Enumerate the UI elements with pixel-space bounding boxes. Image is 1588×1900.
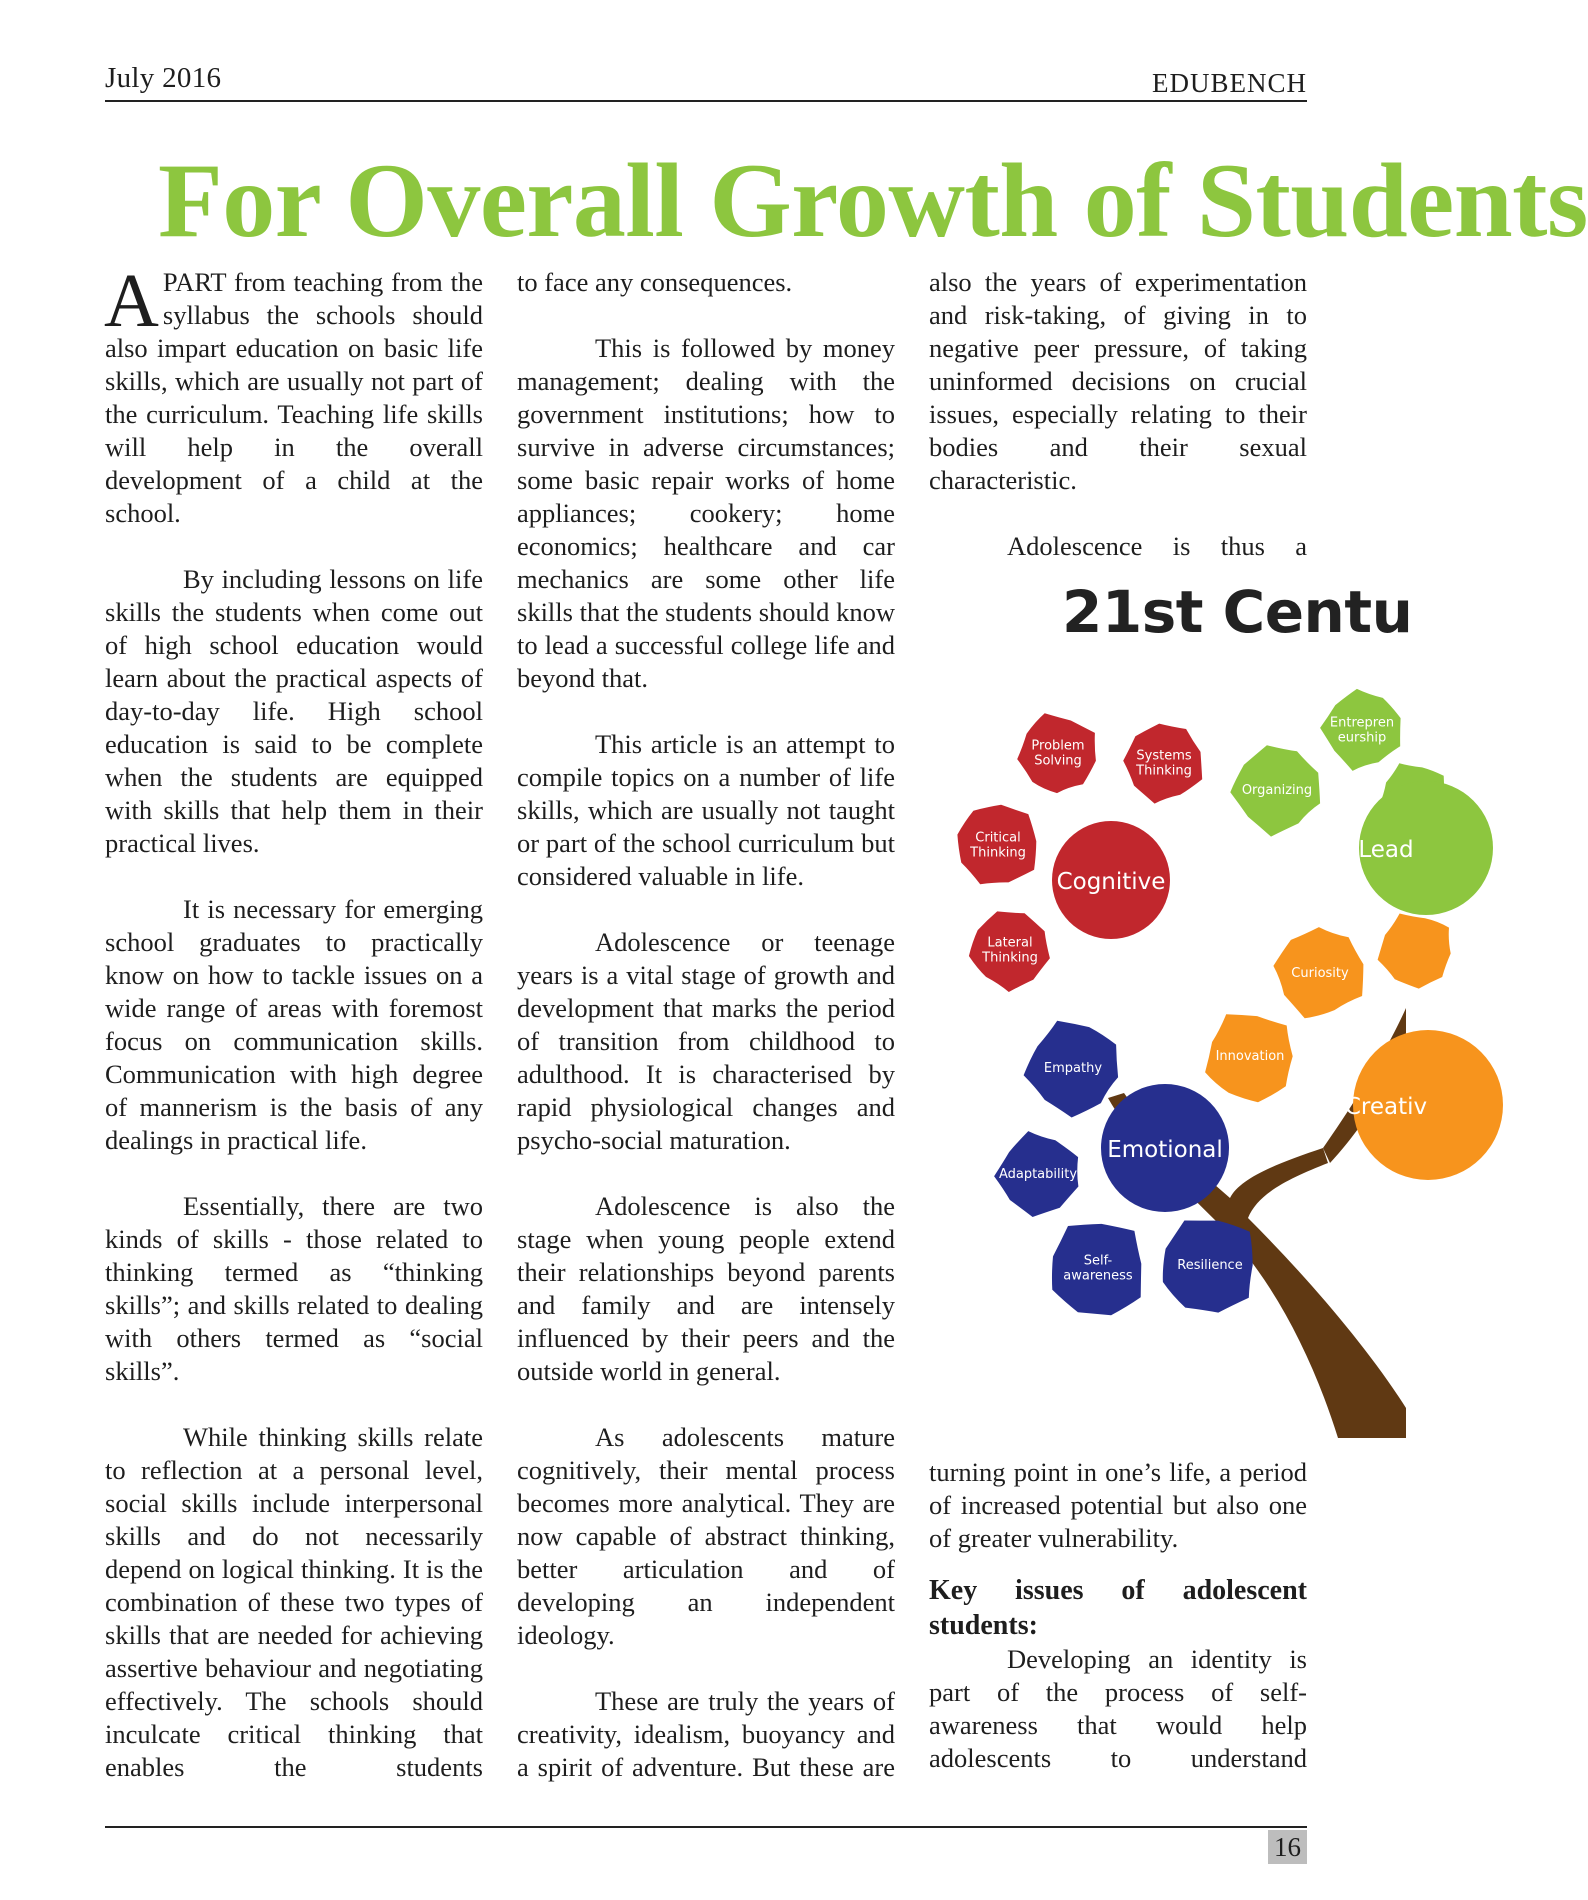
leaf-partial [1378,914,1451,989]
skills-tree-graphic [928,578,1428,1438]
paragraph: Adolescence is also the stage when young people extend their relationships beyond parents and family and are intensely influenced by their peers and the outside world in general. [517,1191,895,1386]
leaf-label-resilience: Resilience [1177,1258,1243,1273]
leaf-label-lateral-thinking: Lateral Thinking [982,935,1038,966]
paragraph: Adolescence or teenage years is a vital stage of growth and development that marks the period of transition from childhood to adulthood. It is characterised by rapid physiological changes and psycho-social maturation. [517,927,895,1155]
paragraph: As adolescents mature cognitively, their mental process becomes more analytical. They are now capable of abstract thinking, better articulation and of developing an independent ideology. [517,1422,895,1650]
paragraph: This is followed by money management; dealing with the government institutions; how to survive in adverse circumstances; some basic repair works of home appliances; cookery; home economics; healthcare and car mechanics are some other life skills that the students should know to lead a successful college life and beyond that. [517,333,895,693]
paragraph: By including lessons on life skills the students when come out of high school education would learn about the practical aspects of day-to-day life. High school education is said to be complete when the students are equipped with skills that help them in their practical lives. [105,564,483,858]
leaf-label-problem-solving: Problem Solving [1031,738,1085,769]
header-rule [105,100,1307,102]
cognitive-hub-label: Cognitive [1056,869,1166,895]
leaf-label-empathy: Empathy [1043,1061,1103,1076]
leaf-label-innovation: Innovation [1215,1049,1285,1064]
figure-title: 21st Centu [1062,578,1413,646]
paragraph: These are truly the years of creativity, idealism, buoyancy and a spirit of adventure. But these are [517,1686,895,1782]
page-number: 16 [1268,1830,1307,1864]
article-title: For Overall Growth of Students [158,142,1588,259]
publication-name: EDUBENCH [1152,68,1307,98]
footer-rule [105,1826,1307,1828]
leaf-label-critical-thinking: Critical Thinking [970,830,1026,861]
paragraph: Essentially, there are two kinds of skills - those related to thinking termed as “thinking skills”; and skills related to dealing with others termed as “social skills”. [105,1191,483,1386]
column-3-bottom [929,1456,1307,1775]
section-heading: students: [929,1610,1038,1641]
paragraph: Adolescence is thus a [1007,531,1307,561]
emotional-hub-label: Emotional [1107,1137,1223,1163]
paragraph: It is necessary for emerging school graduates to practically know on how to tackle issues on a wide range of areas with foremost focus on communication skills. Communication with high degree of mannerism is the basis of any dealings in practical life. [105,894,483,1155]
paragraph: turning point in one’s life, a period of increased potential but also one of greater vulnerability. [929,1457,1307,1553]
skills-tree-figure [928,578,1428,1438]
paragraph: Developing an identity is part of the process of self-awareness that would help adolescents to understand [929,1644,1307,1773]
paragraph: to face any consequences. [517,267,793,297]
issue-date: July 2016 [105,62,222,94]
column-3-top [929,266,1307,563]
paragraph: APART from teaching from the syllabus the schools should also impart education on basic life skills, which are usually not part of the curriculum. Teaching life skills will help in the overall development of a child at the school. [104,259,483,528]
paragraph: While thinking skills relate to reflection at a personal level, social skills include interpersonal skills and do not necessarily depend on logical thinking. It is the combination of these two types of skills that are needed for achieving assertive behaviour and negotiating effectively. The schools should inculcate critical thinking that enables the students [105,1422,483,1782]
paragraph: also the years of experimentation and risk-taking, of giving in to negative peer pressure, of taking uninformed decisions on crucial issues, especially relating to their bodies and their sexual characteristic. [929,267,1307,495]
drop-cap: A [104,259,159,343]
leadership-hub-label: Lead [1358,837,1414,863]
leaf-label-self-awareness: Self-awareness [1063,1253,1133,1284]
leaf-label-curiosity: Curiosity [1291,966,1349,981]
column-2 [517,266,895,1784]
leaf-label-adaptability: Adaptability [998,1167,1078,1182]
section-heading: Key issues of adolescent [929,1575,1307,1606]
leaf-label-entrepreneurship: Entrepren eurship [1329,715,1395,746]
creative-hub-label: Creativ [1344,1094,1428,1120]
leaf-label-organizing: Organizing [1241,783,1313,798]
column-1 [104,259,483,1784]
leaf-label-systems-thinking: Systems Thinking [1136,748,1192,779]
paragraph: This article is an attempt to compile topics on a number of life skills, which are usually not taught or part of the school curriculum but considered valuable in life. [517,729,895,891]
